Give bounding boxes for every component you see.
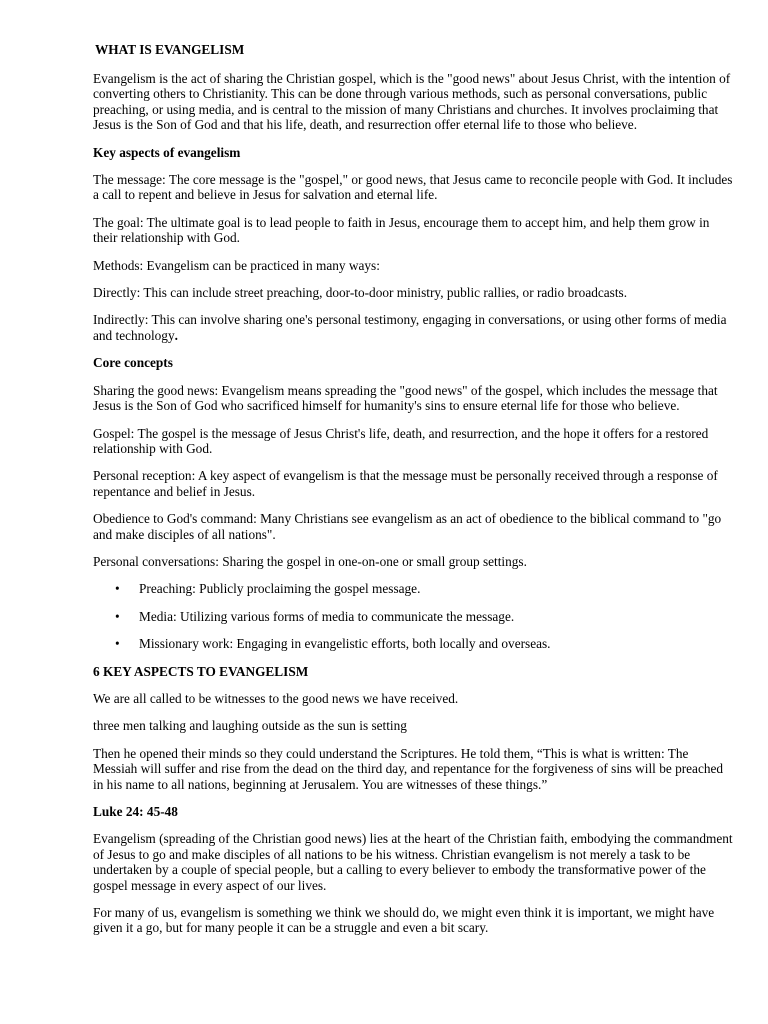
list-item-text: Media: Utilizing various forms of media to communicate the message.: [139, 608, 515, 624]
list-item-text: Preaching: Publicly proclaiming the gospel message.: [139, 581, 421, 597]
list-item: [93, 636, 733, 651]
indirectly-period: .: [174, 327, 178, 343]
image-caption: three men talking and laughing outside as the sun is setting: [93, 718, 407, 734]
list-item: [93, 609, 733, 624]
bullet-icon: •: [115, 581, 120, 597]
intro-paragraph: Evangelism is the act of sharing the Christian gospel, which is the "good news" about Jesus Christ, with the intention of converting others to Christianity. This can be done through various methods, such as personal conversations, public preaching, or using media, and is central to the mission of many Christians and churches. It involves proclaiming that Jesus is the Son of God and that his life, death, and resurrection offer eternal life to those who believe.: [93, 71, 731, 133]
indirectly-paragraph: [93, 312, 733, 343]
list-item-text: Missionary work: Engaging in evangelistic efforts, both locally and overseas.: [139, 636, 551, 652]
indirectly-text: Indirectly: This can involve sharing one's personal testimony, engaging in conversations, or using other forms of media and technology: [93, 312, 727, 343]
witnesses-paragraph: We are all called to be witnesses to the good news we have received.: [93, 690, 459, 706]
reception-paragraph: Personal reception: A key aspect of evangelism is that the message must be personally received through a response of repentance and belief in Jesus.: [93, 468, 718, 499]
bullet-icon: •: [115, 608, 120, 624]
six-aspects-heading: 6 KEY ASPECTS TO EVANGELISM: [93, 663, 309, 679]
obedience-paragraph: Obedience to God's command: Many Christians see evangelism as an act of obedience to the biblical command to "go and make disciples of all nations".: [93, 511, 722, 542]
directly-paragraph: Directly: This can include street preaching, door-to-door ministry, public rallies, or radio broadcasts.: [93, 285, 628, 301]
document-page: [93, 41, 733, 948]
message-paragraph: The message: The core message is the "gospel," or good news, that Jesus came to reconcile people with God. It includes a call to repent and believe in Jesus for salvation and eternal life.: [93, 172, 733, 203]
scripture-quote: Then he opened their minds so they could understand the Scriptures. He told them, “This is what is written: The Messiah will suffer and rise from the dead on the third day, and repentance for the forgiveness of sins will be preached in his name to all nations, beginning at Jerusalem. You are witnesses of these things.”: [93, 745, 724, 792]
sharing-paragraph: Sharing the good news: Evangelism means spreading the "good news" of the gospel, which includes the message that Jesus is the Son of God who sacrificed himself for humanity's sins to ensure eternal life for those who believe.: [93, 382, 718, 414]
document-title: WHAT IS EVANGELISM: [95, 42, 245, 57]
list-item: [93, 581, 733, 596]
heart-paragraph: Evangelism (spreading of the Christian good news) lies at the heart of the Christian faith, embodying the commandment of Jesus to go and make disciples of all nations to be his witness. Christian evangelism is not merely a task to be undertaken by a couple of special people, but a calling to every believer to embody the transformative power of the gospel message in every aspect of our lives.: [93, 831, 733, 893]
key-aspects-heading: Key aspects of evangelism: [93, 144, 241, 160]
methods-paragraph: Methods: Evangelism can be practiced in many ways:: [93, 257, 380, 273]
bullet-icon: •: [115, 636, 120, 652]
goal-paragraph: The goal: The ultimate goal is to lead people to faith in Jesus, encourage them to accept him, and help them grow in their relationship with God.: [93, 214, 710, 246]
core-concepts-heading: Core concepts: [93, 355, 173, 371]
many-of-us-paragraph: For many of us, evangelism is something we think we should do, we might even think it is important, we might have given it a go, but for many people it can be a struggle and even a bit scary.: [93, 905, 715, 936]
conversations-paragraph: Personal conversations: Sharing the gospel in one-on-one or small group settings.: [93, 553, 527, 569]
gospel-paragraph: Gospel: The gospel is the message of Jesus Christ's life, death, and resurrection, and the hope it offers for a restored relationship with God.: [93, 425, 709, 456]
scripture-reference: Luke 24: 45-48: [93, 804, 178, 819]
methods-bullet-list: [93, 581, 733, 651]
